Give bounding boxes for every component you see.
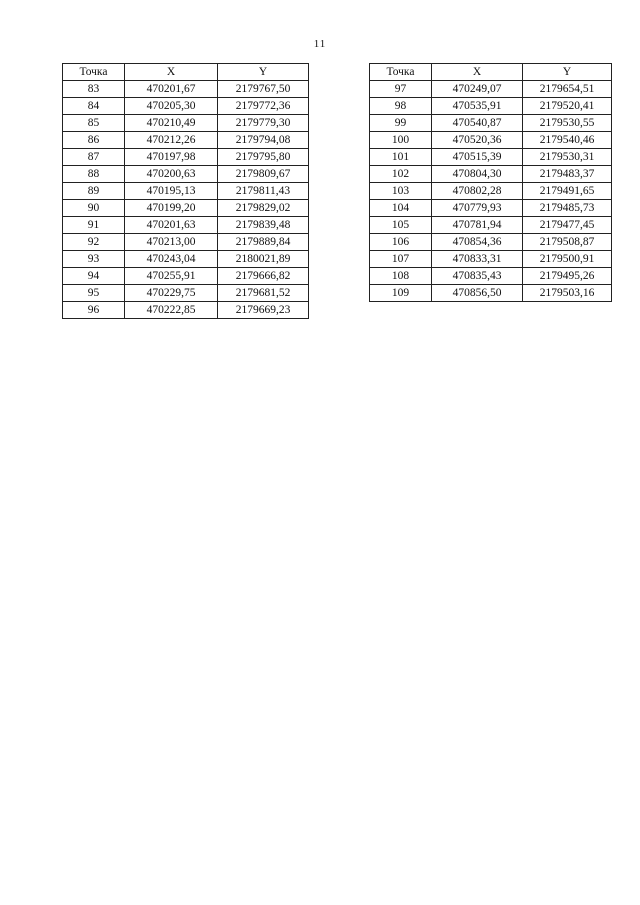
cell-point: 87 (63, 149, 125, 166)
table-row (63, 302, 309, 319)
table-row (63, 200, 309, 217)
header-x: X (432, 64, 523, 81)
page-number: 11 (313, 38, 327, 50)
cell-y: 2179772,36 (218, 98, 309, 115)
cell-point: 83 (63, 81, 125, 98)
cell-point: 103 (370, 183, 432, 200)
cell-x: 470243,04 (125, 251, 218, 268)
header-y: Y (523, 64, 612, 81)
cell-x: 470249,07 (432, 81, 523, 98)
table-row (370, 234, 612, 251)
cell-x: 470195,13 (125, 183, 218, 200)
cell-y: 2179503,16 (523, 285, 612, 302)
table-row (370, 285, 612, 302)
cell-point: 97 (370, 81, 432, 98)
cell-y: 2179540,46 (523, 132, 612, 149)
cell-y: 2179666,82 (218, 268, 309, 285)
cell-y: 2179779,30 (218, 115, 309, 132)
table-row (63, 81, 309, 98)
cell-x: 470255,91 (125, 268, 218, 285)
cell-x: 470854,36 (432, 234, 523, 251)
cell-point: 84 (63, 98, 125, 115)
cell-point: 95 (63, 285, 125, 302)
cell-y: 2179809,67 (218, 166, 309, 183)
table-row (370, 132, 612, 149)
cell-y: 2179839,48 (218, 217, 309, 234)
cell-x: 470205,30 (125, 98, 218, 115)
cell-point: 98 (370, 98, 432, 115)
cell-y: 2179491,65 (523, 183, 612, 200)
table-row (370, 98, 612, 115)
cell-y: 2179829,02 (218, 200, 309, 217)
cell-y: 2180021,89 (218, 251, 309, 268)
header-x: X (125, 64, 218, 81)
cell-point: 90 (63, 200, 125, 217)
cell-point: 100 (370, 132, 432, 149)
table-row (63, 98, 309, 115)
cell-x: 470856,50 (432, 285, 523, 302)
cell-x: 470540,87 (432, 115, 523, 132)
cell-point: 106 (370, 234, 432, 251)
cell-point: 86 (63, 132, 125, 149)
table-row (370, 81, 612, 98)
cell-point: 109 (370, 285, 432, 302)
cell-point: 108 (370, 268, 432, 285)
cell-x: 470201,67 (125, 81, 218, 98)
table-row (370, 183, 612, 200)
table-row (370, 115, 612, 132)
header-y: Y (218, 64, 309, 81)
cell-point: 89 (63, 183, 125, 200)
cell-x: 470515,39 (432, 149, 523, 166)
table-header-row (370, 64, 612, 81)
cell-x: 470212,26 (125, 132, 218, 149)
cell-x: 470201,63 (125, 217, 218, 234)
table-row (370, 217, 612, 234)
table-row (63, 183, 309, 200)
cell-y: 2179767,50 (218, 81, 309, 98)
cell-point: 104 (370, 200, 432, 217)
cell-x: 470210,49 (125, 115, 218, 132)
cell-y: 2179669,23 (218, 302, 309, 319)
cell-point: 101 (370, 149, 432, 166)
table-header-row (63, 64, 309, 81)
cell-y: 2179889,84 (218, 234, 309, 251)
cell-x: 470199,20 (125, 200, 218, 217)
cell-x: 470229,75 (125, 285, 218, 302)
table-row (370, 166, 612, 183)
table-row (63, 149, 309, 166)
cell-point: 96 (63, 302, 125, 319)
table-row (63, 115, 309, 132)
cell-point: 92 (63, 234, 125, 251)
table-row (63, 251, 309, 268)
cell-point: 102 (370, 166, 432, 183)
header-point: Точка (63, 64, 125, 81)
cell-x: 470213,00 (125, 234, 218, 251)
table-row (370, 149, 612, 166)
cell-x: 470804,30 (432, 166, 523, 183)
table-row (63, 132, 309, 149)
table-row (63, 234, 309, 251)
cell-point: 85 (63, 115, 125, 132)
cell-point: 99 (370, 115, 432, 132)
cell-point: 107 (370, 251, 432, 268)
table-row (63, 285, 309, 302)
cell-point: 105 (370, 217, 432, 234)
coordinates-table-right (369, 63, 612, 302)
cell-x: 470779,93 (432, 200, 523, 217)
cell-x: 470535,91 (432, 98, 523, 115)
cell-x: 470835,43 (432, 268, 523, 285)
cell-y: 2179530,31 (523, 149, 612, 166)
cell-y: 2179794,08 (218, 132, 309, 149)
cell-y: 2179681,52 (218, 285, 309, 302)
header-point: Точка (370, 64, 432, 81)
table-row (370, 268, 612, 285)
table-row (370, 251, 612, 268)
cell-point: 91 (63, 217, 125, 234)
cell-y: 2179811,43 (218, 183, 309, 200)
cell-x: 470781,94 (432, 217, 523, 234)
cell-x: 470222,85 (125, 302, 218, 319)
cell-x: 470197,98 (125, 149, 218, 166)
cell-y: 2179483,37 (523, 166, 612, 183)
cell-y: 2179795,80 (218, 149, 309, 166)
table-row (63, 166, 309, 183)
cell-point: 93 (63, 251, 125, 268)
table-row (63, 217, 309, 234)
table-row (370, 200, 612, 217)
cell-point: 94 (63, 268, 125, 285)
cell-y: 2179520,41 (523, 98, 612, 115)
cell-x: 470833,31 (432, 251, 523, 268)
cell-y: 2179654,51 (523, 81, 612, 98)
cell-x: 470200,63 (125, 166, 218, 183)
cell-point: 88 (63, 166, 125, 183)
table-row (63, 268, 309, 285)
cell-y: 2179495,26 (523, 268, 612, 285)
cell-y: 2179508,87 (523, 234, 612, 251)
cell-x: 470520,36 (432, 132, 523, 149)
cell-x: 470802,28 (432, 183, 523, 200)
coordinates-table-left (62, 63, 309, 319)
cell-y: 2179530,55 (523, 115, 612, 132)
cell-y: 2179500,91 (523, 251, 612, 268)
cell-y: 2179485,73 (523, 200, 612, 217)
cell-y: 2179477,45 (523, 217, 612, 234)
